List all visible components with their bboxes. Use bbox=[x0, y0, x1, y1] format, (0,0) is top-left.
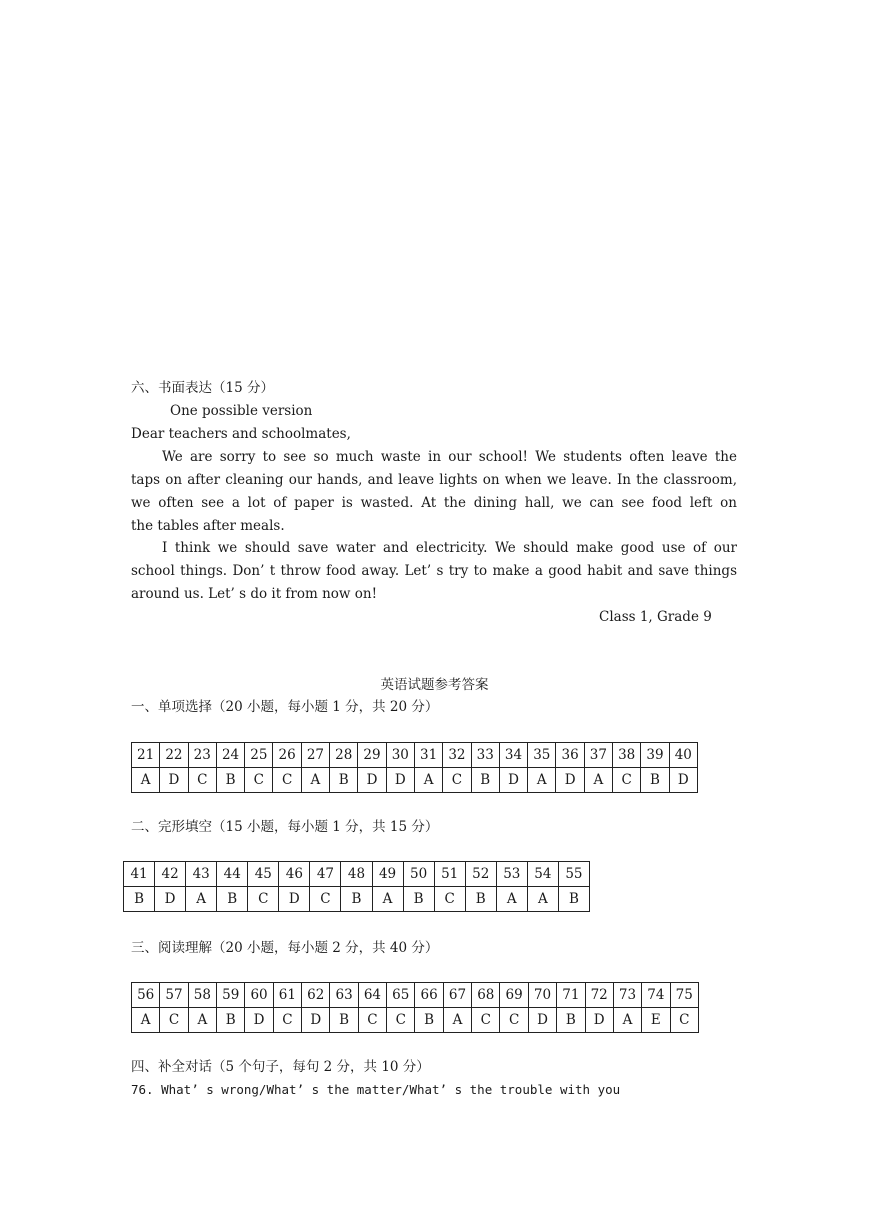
answer-letter-cell: A bbox=[301, 768, 329, 793]
question-number-cell: 32 bbox=[443, 743, 471, 768]
question-number-cell: 61 bbox=[273, 983, 301, 1008]
answer-letter-cell: A bbox=[188, 1008, 216, 1033]
answer-letter-cell: A bbox=[132, 768, 160, 793]
number-row bbox=[124, 862, 590, 887]
answer-letter-cell: A bbox=[132, 1008, 160, 1033]
answer-letter-cell: C bbox=[310, 887, 341, 912]
question-number-cell: 69 bbox=[500, 983, 528, 1008]
answer-letter-cell: D bbox=[528, 1008, 556, 1033]
question-number-cell: 42 bbox=[155, 862, 186, 887]
section-1-heading: 一、单项选择（20 小题，每小题 1 分，共 20 分） bbox=[131, 699, 439, 715]
answer-letter-cell: A bbox=[613, 1008, 641, 1033]
question-number-cell: 56 bbox=[132, 983, 160, 1008]
section-1-table bbox=[131, 742, 698, 793]
answer-letter-cell: A bbox=[584, 768, 612, 793]
answers-title: 英语试题参考答案 bbox=[380, 677, 489, 693]
answer-letter-cell: B bbox=[403, 887, 434, 912]
answer-letter-cell: D bbox=[386, 768, 414, 793]
answer-letter-cell: D bbox=[556, 768, 584, 793]
question-number-cell: 64 bbox=[358, 983, 386, 1008]
question-number-cell: 53 bbox=[496, 862, 527, 887]
question-number-cell: 75 bbox=[670, 983, 698, 1008]
question-number-cell: 59 bbox=[217, 983, 245, 1008]
section-4-heading: 四、补全对话（5 个句子，每句 2 分，共 10 分） bbox=[131, 1059, 430, 1075]
answer-letter-cell: C bbox=[273, 1008, 301, 1033]
question-number-cell: 63 bbox=[330, 983, 358, 1008]
question-number-cell: 31 bbox=[414, 743, 442, 768]
signature: Class 1, Grade 9 bbox=[599, 609, 712, 625]
question-number-cell: 21 bbox=[132, 743, 160, 768]
answer-letter-cell: B bbox=[558, 887, 589, 912]
question-number-cell: 29 bbox=[358, 743, 386, 768]
answer-row bbox=[124, 887, 590, 912]
question-number-cell: 67 bbox=[443, 983, 471, 1008]
question-number-cell: 66 bbox=[415, 983, 443, 1008]
answer-letter-cell: D bbox=[669, 768, 697, 793]
answer-letter-cell: C bbox=[248, 887, 279, 912]
question-number-cell: 38 bbox=[613, 743, 641, 768]
question-number-cell: 72 bbox=[585, 983, 613, 1008]
question-number-cell: 54 bbox=[527, 862, 558, 887]
question-number-cell: 46 bbox=[279, 862, 310, 887]
answer-row bbox=[132, 768, 698, 793]
section-2-heading: 二、完形填空（15 小题，每小题 1 分，共 15 分） bbox=[131, 819, 439, 835]
question-number-cell: 45 bbox=[248, 862, 279, 887]
answer-letter-cell: C bbox=[160, 1008, 188, 1033]
answer-letter-cell: C bbox=[273, 768, 301, 793]
answer-letter-cell: A bbox=[414, 768, 442, 793]
answer-letter-cell: B bbox=[217, 887, 248, 912]
answer-letter-cell: B bbox=[557, 1008, 585, 1033]
question-number-cell: 49 bbox=[372, 862, 403, 887]
section-3-heading: 三、阅读理解（20 小题，每小题 2 分，共 40 分） bbox=[131, 940, 439, 956]
question-number-cell: 57 bbox=[160, 983, 188, 1008]
number-row bbox=[132, 983, 699, 1008]
answer-76: 76. What’ s wrong/What’ s the matter/What’ s the trouble with you bbox=[131, 1082, 621, 1097]
answer-row bbox=[132, 1008, 699, 1033]
question-number-cell: 27 bbox=[301, 743, 329, 768]
question-number-cell: 28 bbox=[330, 743, 358, 768]
answer-letter-cell: B bbox=[471, 768, 499, 793]
question-number-cell: 65 bbox=[387, 983, 415, 1008]
answer-letter-cell: D bbox=[155, 887, 186, 912]
answer-letter-cell: B bbox=[415, 1008, 443, 1033]
answer-letter-cell: B bbox=[330, 768, 358, 793]
answer-letter-cell: B bbox=[341, 887, 372, 912]
answer-letter-cell: C bbox=[387, 1008, 415, 1033]
paragraph-1-line-4: the tables after meals. bbox=[131, 518, 285, 534]
answer-letter-cell: A bbox=[186, 887, 217, 912]
question-number-cell: 39 bbox=[641, 743, 669, 768]
paragraph-1-line-2: taps on after cleaning our hands, and leave lights on when we leave. In the classroom, bbox=[131, 472, 737, 488]
paragraph-2-line-3: around us. Let’ s do it from now on! bbox=[131, 586, 378, 602]
question-number-cell: 40 bbox=[669, 743, 697, 768]
answer-letter-cell: B bbox=[216, 768, 244, 793]
answer-letter-cell: C bbox=[443, 768, 471, 793]
answer-letter-cell: D bbox=[302, 1008, 330, 1033]
paragraph-2-line-2: school things. Don’ t throw food away. Let’ s try to make a good habit and save things bbox=[131, 563, 737, 579]
answer-letter-cell: D bbox=[279, 887, 310, 912]
question-number-cell: 50 bbox=[403, 862, 434, 887]
answer-letter-cell: A bbox=[372, 887, 403, 912]
section-3-table bbox=[131, 982, 699, 1033]
answer-letter-cell: B bbox=[465, 887, 496, 912]
question-number-cell: 36 bbox=[556, 743, 584, 768]
answer-letter-cell: C bbox=[358, 1008, 386, 1033]
question-number-cell: 51 bbox=[434, 862, 465, 887]
question-number-cell: 44 bbox=[217, 862, 248, 887]
paragraph-1-line-3: we often see a lot of paper is wasted. At the dining hall, we can see food left on bbox=[131, 495, 737, 511]
question-number-cell: 23 bbox=[188, 743, 216, 768]
letter-greeting: Dear teachers and schoolmates, bbox=[131, 426, 351, 442]
answer-letter-cell: B bbox=[124, 887, 155, 912]
answer-letter-cell: C bbox=[613, 768, 641, 793]
answer-letter-cell: C bbox=[245, 768, 273, 793]
question-number-cell: 70 bbox=[528, 983, 556, 1008]
question-number-cell: 60 bbox=[245, 983, 273, 1008]
answer-letter-cell: C bbox=[472, 1008, 500, 1033]
question-number-cell: 37 bbox=[584, 743, 612, 768]
question-number-cell: 34 bbox=[499, 743, 527, 768]
answer-letter-cell: D bbox=[499, 768, 527, 793]
question-number-cell: 74 bbox=[642, 983, 670, 1008]
question-number-cell: 30 bbox=[386, 743, 414, 768]
question-number-cell: 71 bbox=[557, 983, 585, 1008]
answer-letter-cell: D bbox=[245, 1008, 273, 1033]
writing-heading: 六、书面表达（15 分） bbox=[131, 380, 274, 396]
answer-letter-cell: B bbox=[217, 1008, 245, 1033]
question-number-cell: 48 bbox=[341, 862, 372, 887]
paragraph-1-line-1: We are sorry to see so much waste in our school! We students often leave the bbox=[162, 449, 737, 465]
answer-letter-cell: B bbox=[330, 1008, 358, 1033]
answer-letter-cell: C bbox=[500, 1008, 528, 1033]
question-number-cell: 35 bbox=[528, 743, 556, 768]
question-number-cell: 33 bbox=[471, 743, 499, 768]
answer-letter-cell: D bbox=[160, 768, 188, 793]
answer-letter-cell: D bbox=[585, 1008, 613, 1033]
answer-letter-cell: A bbox=[527, 887, 558, 912]
section-2-table bbox=[123, 861, 590, 912]
paragraph-2-line-1: I think we should save water and electricity. We should make good use of our bbox=[162, 540, 737, 556]
question-number-cell: 47 bbox=[310, 862, 341, 887]
question-number-cell: 26 bbox=[273, 743, 301, 768]
question-number-cell: 68 bbox=[472, 983, 500, 1008]
answer-letter-cell: D bbox=[358, 768, 386, 793]
question-number-cell: 55 bbox=[558, 862, 589, 887]
question-number-cell: 73 bbox=[613, 983, 641, 1008]
question-number-cell: 22 bbox=[160, 743, 188, 768]
question-number-cell: 24 bbox=[216, 743, 244, 768]
answer-letter-cell: A bbox=[528, 768, 556, 793]
answer-letter-cell: E bbox=[642, 1008, 670, 1033]
answer-letter-cell: A bbox=[443, 1008, 471, 1033]
answer-letter-cell: C bbox=[188, 768, 216, 793]
question-number-cell: 43 bbox=[186, 862, 217, 887]
question-number-cell: 25 bbox=[245, 743, 273, 768]
version-label: One possible version bbox=[170, 403, 313, 419]
question-number-cell: 52 bbox=[465, 862, 496, 887]
answer-letter-cell: B bbox=[641, 768, 669, 793]
answer-letter-cell: C bbox=[670, 1008, 698, 1033]
question-number-cell: 41 bbox=[124, 862, 155, 887]
number-row bbox=[132, 743, 698, 768]
question-number-cell: 62 bbox=[302, 983, 330, 1008]
question-number-cell: 58 bbox=[188, 983, 216, 1008]
answer-letter-cell: C bbox=[434, 887, 465, 912]
answer-letter-cell: A bbox=[496, 887, 527, 912]
